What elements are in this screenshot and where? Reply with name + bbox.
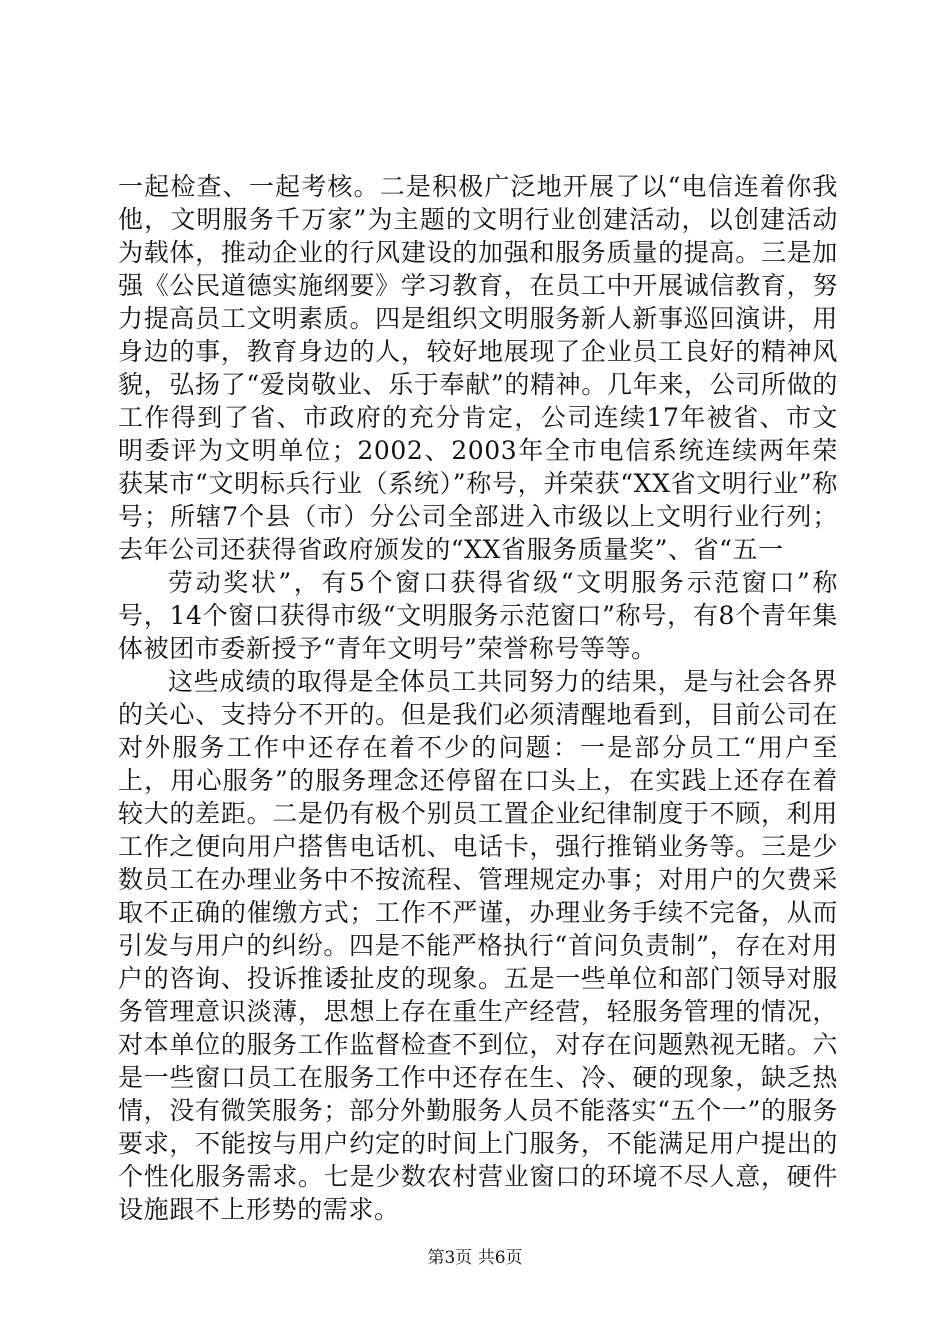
paragraph-2: 劳动奖状”，有5个窗口获得省级“文明服务示范窗口”称号，14个窗口获得市级“文明服务示范窗口”称号，有8个青年集体被团市委新授予“青年文明号”荣誉称号等等。 [118, 568, 838, 663]
paragraph-1: 一起检查、一起考核。二是积极广泛地开展了以“电信连着你我他，文明服务千万家”为主题的文明行业创建活动，以创建活动为载体，推动企业的行风建设的加强和服务质量的提高。三是加强《公民道德实施纲要》学习教育，在员工中开展诚信教育，努力提高员工文明素质。四是组织文明服务新人新事巡回演讲，用身边的事，教育身边的人，较好地展现了企业员工良好的精神风貌，弘扬了“爱岗敬业、乐于奉献”的精神。几年来，公司所做的工作得到了省、市政府的充分肯定，公司连续17年被省、市文明委评为文明单位；2002、2003年全市电信系统连续两年荣获某市“文明标兵行业（系统）”称号，并荣获“XX省文明行业”称号；所辖7个县（市）分公司全部进入市级以上文明行业行列；去年公司还获得省政府颁发的“XX省服务质量奖”、省“五一 [118, 172, 838, 564]
document-body [118, 170, 838, 1226]
paragraph-3: 这些成绩的取得是全体员工共同努力的结果，是与社会各界的关心、支持分不开的。但是我们必须清醒地看到，目前公司在对外服务工作中还存在着不少的问题：一是部分员工“用户至上，用心服务”的服务理念还停留在口头上，在实践上还存在着较大的差距。二是仍有极个别员工置企业纪律制度于不顾，利用工作之便向用户搭售电话机、电话卡，强行推销业务等。三是少数员工在办理业务中不按流程、管理规定办事；对用户的欠费采取不正确的催缴方式；工作不严谨，办理业务手续不完备，从而引发与用户的纠纷。四是不能严格执行“首问负责制”，存在对用户的咨询、投诉推诿扯皮的现象。五是一些单位和部门领导对服务管理意识淡薄，思想上存在重生产经营，轻服务管理的情况，对本单位的服务工作监督检查不到位，对存在问题熟视无睹。六是一些窗口员工在服务工作中还存在生、冷、硬的现象，缺乏热情，没有微笑服务；部分外勤服务人员不能落实“五个一”的服务要求，不能按与用户约定的时间上门服务，不能满足用户提出的个性化服务需求。七是少数农村营业窗口的环境不尽人意，硬件设施跟不上形势的需求。 [118, 667, 838, 1224]
page-number-footer: 第3页 共6页 [427, 1248, 523, 1268]
